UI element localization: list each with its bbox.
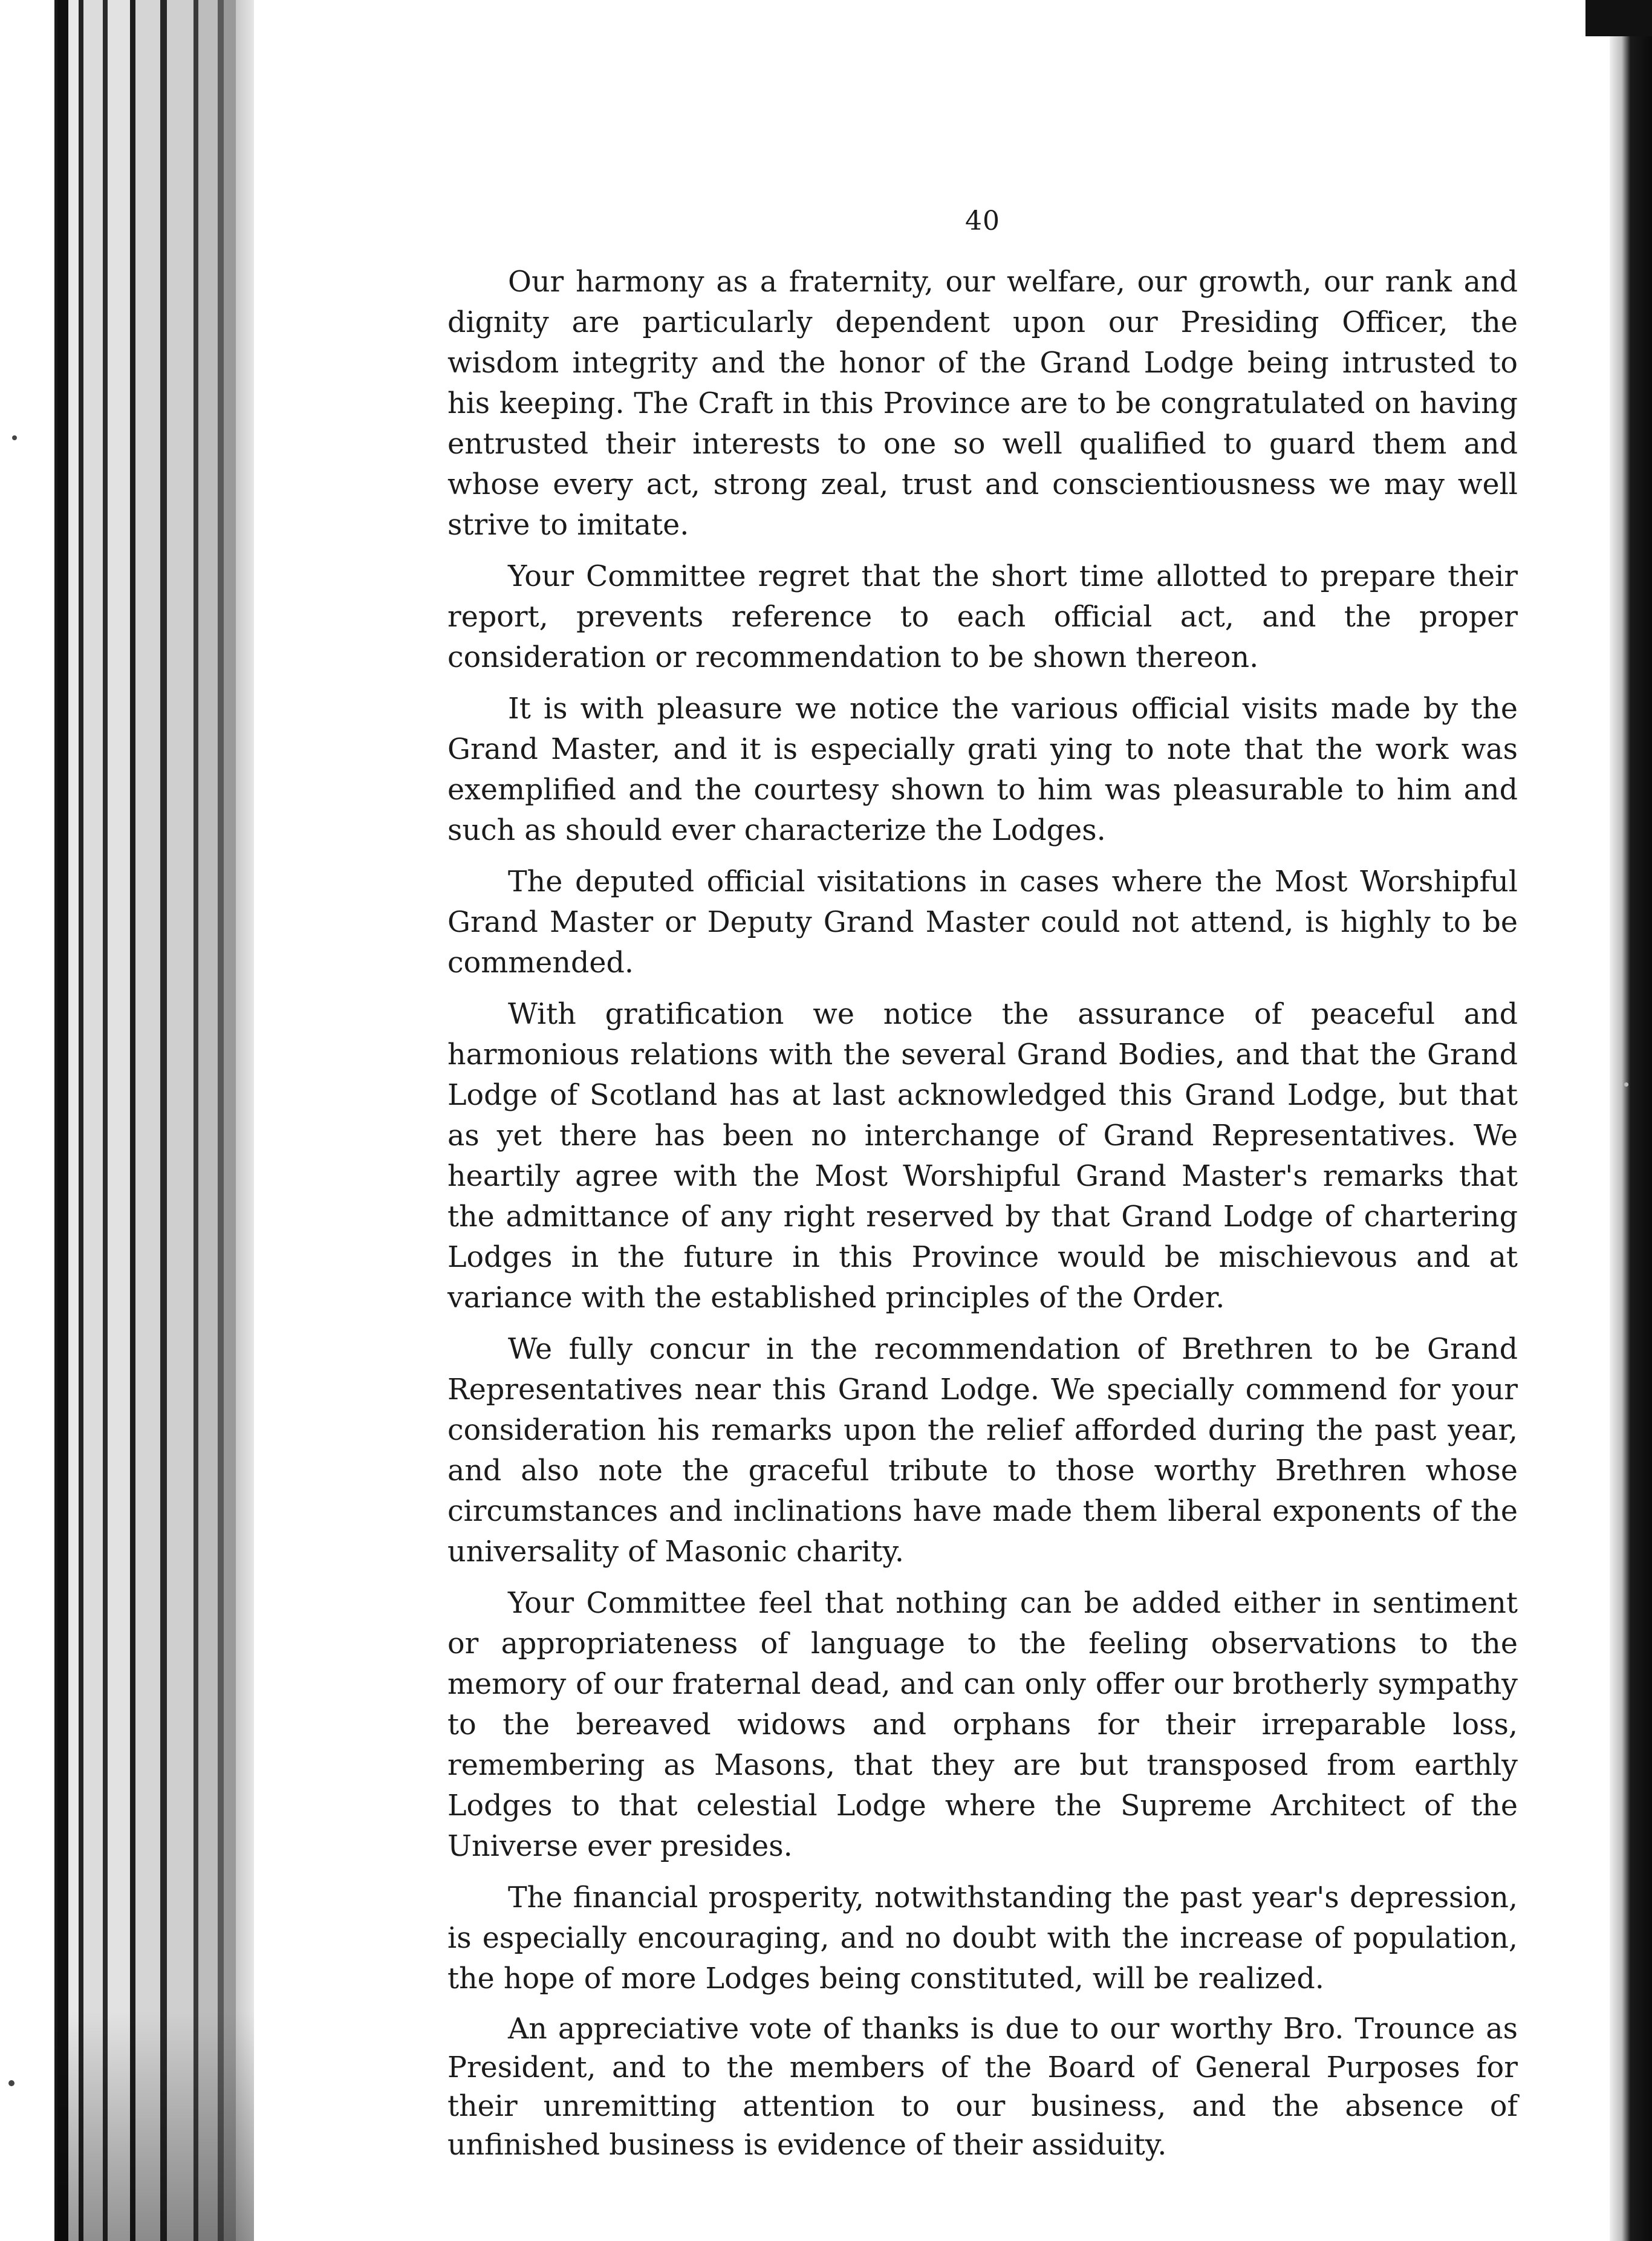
document-page <box>447 206 1518 2176</box>
scan-speck <box>1624 1082 1628 1087</box>
paragraph-harmony: Our harmony as a fraternity, our welfare, our growth, our rank and dignity are particularly dependent upon our Presiding Officer, the wisdom integrity and the honor of the Grand Lodge being intrusted to his keeping. The Craft in this Province are to be congratulated on having entrusted their interests to one so well qualified to guard them and whose every act, strong zeal, trust and conscientiousness we may well strive to imitate. <box>447 265 1518 542</box>
paragraph-committee-regret: Your Committee regret that the short time allotted to prepare their report, prevents reference to each official act, and the proper consideration or recommendation to be shown thereon. <box>447 560 1518 674</box>
paragraph-official-visits: It is with pleasure we notice the various official visits made by the Grand Master, and it is especially grati ying to note that the work was exemplified and the courtesy shown to him was pleasurable to him and such as should ever characterize the Lodges. <box>447 692 1518 847</box>
book-edge-shadow <box>54 2011 254 2241</box>
book-right-corner <box>1585 0 1652 36</box>
scan-speck <box>8 2080 15 2086</box>
paragraph-vote-of-thanks: An appreciative vote of thanks is due to our worthy Bro. Trounce as President, and to the members of the Board of General Purposes for their unremitting attention to our business, and the absence of unfinished business is evidence of their assiduity. <box>447 2012 1518 2162</box>
scan-speck <box>12 435 17 440</box>
page-number: 40 <box>965 206 1000 236</box>
book-spine-rim <box>57 0 68 2241</box>
paragraph-fraternal-dead: Your Committee feel that nothing can be added either in sentiment or appropriateness of language to the feeling observations to the memory of our fraternal dead, and can only offer our brotherly sympathy to the bereaved widows and orphans for their irreparable loss, remembering as Masons, that they are but transposed from earthly Lodges to that celestial Lodge where the Supreme Architect of the Universe ever presides. <box>447 1587 1518 1863</box>
book-page-edges <box>54 0 254 2241</box>
paragraph-grand-bodies: With gratification we notice the assurance of peaceful and harmonious relations with the several Grand Bodies, and that the Grand Lodge of Scotland has at last acknowledged this Grand Lodge, but that as yet there has been no interchange of Grand Representatives. We heartily agree with the Most Worshipful Grand Master's remarks that the admittance of any right reserved by that Grand Lodge of chartering Lodges in the future in this Province would be mischievous and at variance with the established principles of the Order. <box>447 998 1518 1315</box>
paragraph-deputed-visitations: The deputed official visitations in cases where the Most Worshipful Grand Master or Deputy Grand Master could not attend, is highly to be commended. <box>447 865 1518 980</box>
paragraph-grand-representatives: We fully concur in the recommendation of Brethren to be Grand Representatives near this Grand Lodge. We specially commend for your consideration his remarks upon the relief afforded during the past year, and also note the graceful tribute to those worthy Brethren whose circumstances and inclinations have made them liberal exponents of the universality of Masonic charity. <box>447 1333 1518 1569</box>
paragraph-financial-prosperity: The financial prosperity, notwithstanding the past year's depression, is especially encouraging, and no doubt with the increase of population, the hope of more Lodges being constituted, will be realized. <box>447 1881 1518 1995</box>
scan-margin-left <box>0 0 54 2241</box>
book-right-edge <box>1610 0 1652 2241</box>
